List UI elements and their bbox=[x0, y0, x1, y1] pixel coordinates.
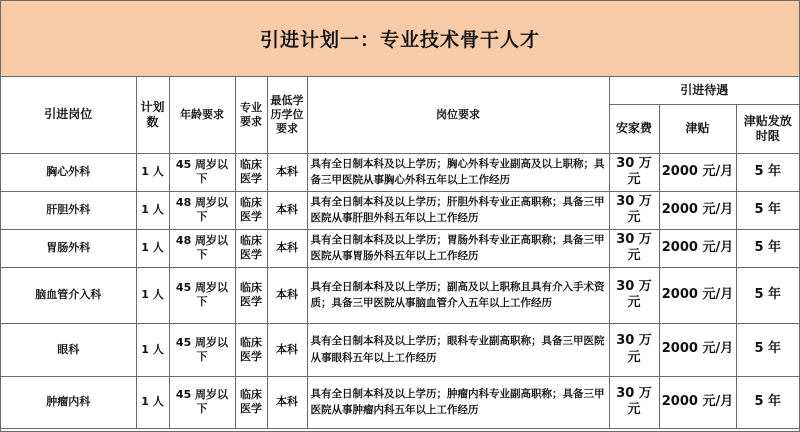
cell-period: 5 年 bbox=[736, 229, 799, 267]
page-title: 引进计划一：专业技术骨干人才 bbox=[1, 1, 799, 77]
cell-position: 肝胆外科 bbox=[1, 191, 136, 229]
cell-degree: 本科 bbox=[267, 323, 307, 376]
cell-position: 肿瘤内科 bbox=[1, 376, 136, 428]
cell-degree: 本科 bbox=[267, 267, 307, 323]
recruitment-table bbox=[1, 77, 799, 429]
cell-major: 临床医学 bbox=[235, 376, 267, 428]
cell-requirements: 具有全日制本科及以上学历；胃肠外科专业正高职称；具备三甲医院从事胃肠外科五年以上工作经历 bbox=[307, 229, 609, 267]
cell-settling: 30 万元 bbox=[609, 376, 659, 428]
cell-requirements: 具有全日制本科及以上学历；副高及以上职称且具有介入手术资质；具备三甲医院从事脑血管介入五年以上工作经历 bbox=[307, 267, 609, 323]
cell-settling: 30 万元 bbox=[609, 153, 659, 191]
header-position: 引进岗位 bbox=[1, 77, 136, 153]
header-row bbox=[1, 77, 799, 104]
cell-age: 45 周岁以下 bbox=[169, 153, 235, 191]
cell-major: 临床医学 bbox=[235, 267, 267, 323]
table-row bbox=[1, 323, 799, 376]
cell-degree: 本科 bbox=[267, 153, 307, 191]
cell-position: 脑血管介入科 bbox=[1, 267, 136, 323]
cell-settling: 30 万元 bbox=[609, 267, 659, 323]
cell-count: 1 人 bbox=[136, 267, 169, 323]
cell-major: 临床医学 bbox=[235, 191, 267, 229]
cell-count: 1 人 bbox=[136, 229, 169, 267]
header-allowance: 津贴 bbox=[659, 104, 736, 153]
cell-position: 胃肠外科 bbox=[1, 229, 136, 267]
header-age: 年龄要求 bbox=[169, 77, 235, 153]
cell-settling: 30 万元 bbox=[609, 323, 659, 376]
cell-period: 5 年 bbox=[736, 323, 799, 376]
table-row bbox=[1, 191, 799, 229]
cell-major: 临床医学 bbox=[235, 153, 267, 191]
table-row bbox=[1, 153, 799, 191]
table-row bbox=[1, 376, 799, 428]
cell-major: 临床医学 bbox=[235, 229, 267, 267]
cell-settling: 30 万元 bbox=[609, 191, 659, 229]
cell-degree: 本科 bbox=[267, 376, 307, 428]
cell-allowance: 2000 元/月 bbox=[659, 191, 736, 229]
cell-allowance: 2000 元/月 bbox=[659, 153, 736, 191]
header-requirements: 岗位要求 bbox=[307, 77, 609, 153]
cell-requirements: 具有全日制本科及以上学历；肿瘤内科专业副高职称；具备三甲医院从事肿瘤内科五年以上工作经历 bbox=[307, 376, 609, 428]
cell-count: 1 人 bbox=[136, 376, 169, 428]
cell-age: 48 周岁以下 bbox=[169, 191, 235, 229]
cell-age: 45 周岁以下 bbox=[169, 323, 235, 376]
cell-position: 胸心外科 bbox=[1, 153, 136, 191]
cell-degree: 本科 bbox=[267, 229, 307, 267]
cell-period: 5 年 bbox=[736, 376, 799, 428]
cell-period: 5 年 bbox=[736, 153, 799, 191]
cell-count: 1 人 bbox=[136, 153, 169, 191]
cell-allowance: 2000 元/月 bbox=[659, 323, 736, 376]
cell-degree: 本科 bbox=[267, 191, 307, 229]
cell-period: 5 年 bbox=[736, 191, 799, 229]
header-allowance-period: 津贴发放时限 bbox=[736, 104, 799, 153]
cell-age: 45 周岁以下 bbox=[169, 267, 235, 323]
cell-age: 45 周岁以下 bbox=[169, 376, 235, 428]
cell-count: 1 人 bbox=[136, 323, 169, 376]
cell-requirements: 具有全日制本科及以上学历；胸心外科专业副高及以上职称；具备三甲医院从事胸心外科五年以上工作经历 bbox=[307, 153, 609, 191]
cell-allowance: 2000 元/月 bbox=[659, 376, 736, 428]
table-row bbox=[1, 229, 799, 267]
table-row bbox=[1, 267, 799, 323]
cell-age: 48 周岁以下 bbox=[169, 229, 235, 267]
cell-requirements: 具有全日制本科及以上学历；肝胆外科专业正高职称；具备三甲医院从事肝胆外科五年以上工作经历 bbox=[307, 191, 609, 229]
cell-position: 眼科 bbox=[1, 323, 136, 376]
cell-major: 临床医学 bbox=[235, 323, 267, 376]
header-degree: 最低学历学位要求 bbox=[267, 77, 307, 153]
header-settling: 安家费 bbox=[609, 104, 659, 153]
header-major: 专业要求 bbox=[235, 77, 267, 153]
cell-allowance: 2000 元/月 bbox=[659, 229, 736, 267]
cell-allowance: 2000 元/月 bbox=[659, 267, 736, 323]
cell-requirements: 具有全日制本科及以上学历；眼科专业副高职称；具备三甲医院从事眼科五年以上工作经历 bbox=[307, 323, 609, 376]
header-plan-count: 计划数 bbox=[136, 77, 169, 153]
cell-count: 1 人 bbox=[136, 191, 169, 229]
header-benefits: 引进待遇 bbox=[609, 77, 799, 104]
cell-settling: 30 万元 bbox=[609, 229, 659, 267]
cell-period: 5 年 bbox=[736, 267, 799, 323]
